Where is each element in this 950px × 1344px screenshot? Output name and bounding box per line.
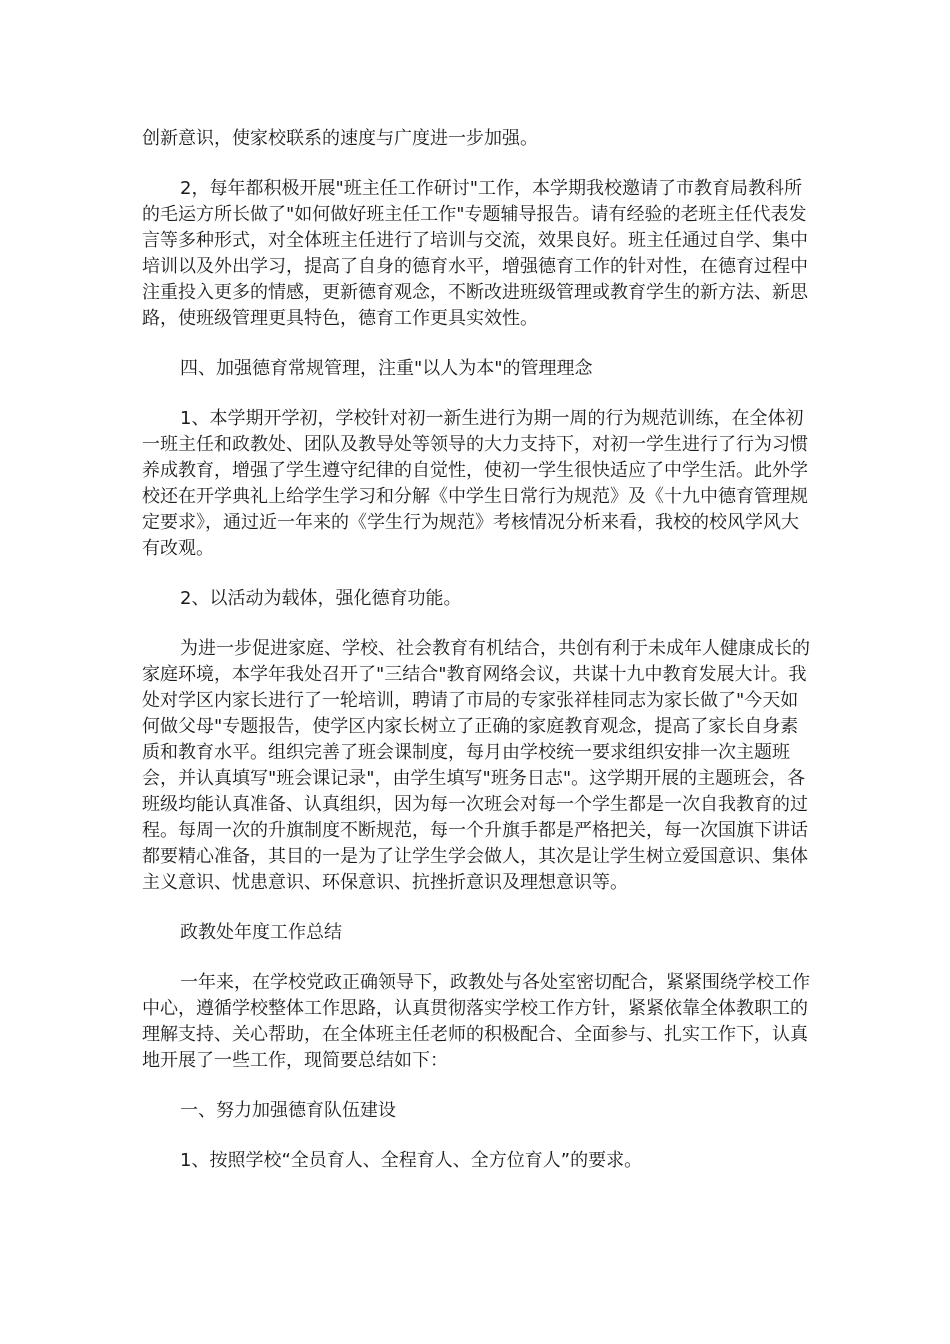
subheading-2: 2、以活动为载体，强化德育功能。	[180, 588, 462, 609]
paragraph-6: 1、按照学校“全员育人、全程育人、全方位育人”的要求。	[180, 1150, 643, 1171]
paragraph-3: 1、本学期开学初，学校针对初一新生进行为期一周的行为规范训练，在全体初一班主任和政教处、团队及教导处等领导的大力支持下，对初一学生进行了行为习惯养成教育，增强了学生遵守纪律的自觉性，使初一学生很快适应了中学生活。此外学校还在开学典礼上给学生学习和分解《中学生日常行为规范》及《十九中德育管理规定要求》，通过近一年来的《学生行为规范》考核情况分析来看，我校的校风学风大有改观。	[142, 408, 808, 559]
document-body	[142, 126, 810, 1174]
document-subtitle: 政教处年度工作总结	[180, 922, 342, 943]
paragraph-4: 为进一步促进家庭、学校、社会教育有机结合，共创有利于未成年人健康成长的家庭环境，本学年我处召开了"三结合"教育网络会议，共谋十九中教育发展大计。我处对学区内家长进行了一轮培训，聘请了市局的专家张祥桂同志为家长做了"今天如何做父母"专题报告，使学区内家长树立了正确的家庭教育观念，提高了家长自身素质和教育水平。组织完善了班会课制度，每月由学校统一要求组织安排一次主题班会，并认真填写"班会课记录"，由学生填写"班务日志"。这学期开展的主题班会，各班级均能认真准备、认真组织，因为每一次班会对每一个学生都是一次自我教育的过程。每周一次的升旗制度不断规范，每一个升旗手都是严格把关，每一次国旗下讲话都要精心准备，其目的一是为了让学生学会做人，其次是让学生树立爱国意识、集体主义意识、忧患意识、环保意识、抗挫折意识及理想意识等。	[142, 638, 810, 893]
paragraph-2: 2，每年都积极开展"班主任工作研讨"工作，本学期我校邀请了市教育局教科所的毛运方所长做了"如何做好班主任工作"专题辅导报告。请有经验的老班主任代表发言等多种形式，对全体班主任进行了培训与交流，效果良好。班主任通过自学、集中培训以及外出学习，提高了自身的德育水平，增强德育工作的针对性，在德育过程中注重投入更多的情感，更新德育观念，不断改进班级管理或教育学生的新方法、新思路，使班级管理更具特色，德育工作更具实效性。	[142, 178, 808, 329]
paragraph-5: 一年来，在学校党政正确领导下，政教处与各处室密切配合，紧紧围绕学校工作中心，遵循学校整体工作思路，认真贯彻落实学校工作方针，紧紧依靠全体教职工的理解支持、关心帮助，在全体班主任老师的积极配合、全面参与、扎实工作下，认真地开展了一些工作，现简要总结如下：	[142, 972, 810, 1071]
section-heading-1: 一、努力加强德育队伍建设	[180, 1100, 396, 1121]
paragraph-1: 创新意识，使家校联系的速度与广度进一步加强。	[142, 128, 538, 149]
section-heading-4: 四、加强德育常规管理，注重"以人为本"的管理理念	[180, 358, 593, 379]
